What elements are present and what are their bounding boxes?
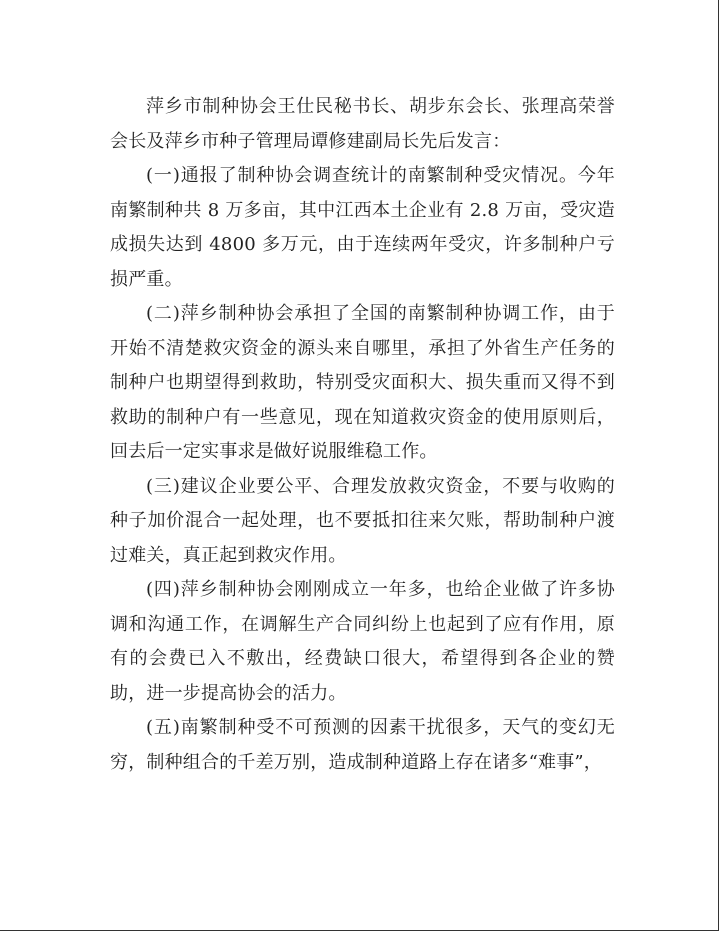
paragraph-item-5: (五)南繁制种受不可预测的因素干扰很多，天气的变幻无穷，制种组合的千差万别，造成制种道路上存在诸多“难事”， <box>110 717 615 773</box>
document-body <box>110 90 615 780</box>
paragraph-item-4: (四)萍乡制种协会刚刚成立一年多，也给企业做了许多协调和沟通工作，在调解生产合同纠纷上也起到了应有作用，原有的会费已入不敷出，经费缺口很大，希望得到各企业的赞助，进一步提高协会的活力。 <box>110 579 615 704</box>
paragraph-item-3: (三)建议企业要公平、合理发放救灾资金，不要与收购的种子加价混合一起处理，也不要抵扣往来欠账，帮助制种户渡过难关，真正起到救灾作用。 <box>110 475 615 566</box>
paragraph-speakers: 萍乡市制种协会王仕民秘书长、胡步东会长、张理高荣誉会长及萍乡市种子管理局谭修建副局长先后发言： <box>110 96 615 152</box>
paragraph-item-2: (二)萍乡制种协会承担了全国的南繁制种协调工作，由于开始不清楚救灾资金的源头来自哪里，承担了外省生产任务的制种户也期望得到救助，特别受灾面积大、损失重而又得不到救助的制种户有一些意见，现在知道救灾资金的使用原则后，回去后一定实事求是做好说服维稳工作。 <box>110 303 615 462</box>
paragraph-item-1: (一)通报了制种协会调查统计的南繁制种受灾情况。今年南繁制种共 8 万多亩，其中江西本土企业有 2.8 万亩，受灾造成损失达到 4800 多万元，由于连续两年受灾，许多制种户亏损严重。 <box>110 165 615 290</box>
